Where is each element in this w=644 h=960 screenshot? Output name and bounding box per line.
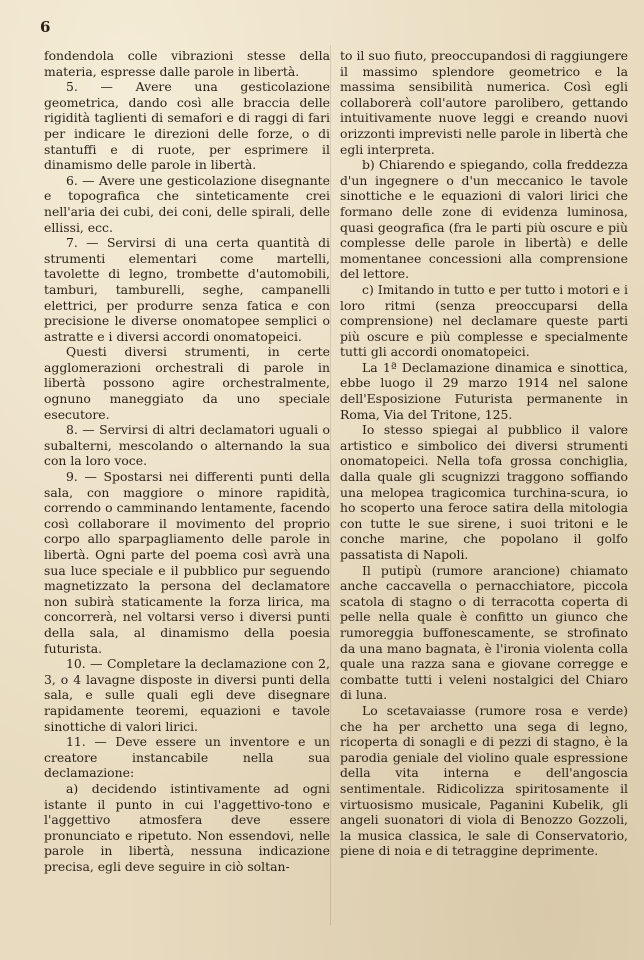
- paragraph: 6. — Avere une gesticolazione disegnante e topografica che sinteticamente crei nell'aria dei cubi, dei coni, delle spirali, delle ellissi, ecc.: [44, 172, 330, 235]
- column-gutter: [330, 45, 331, 925]
- paragraph: Questi diversi strumenti, in certe agglomerazioni orchestrali di parole in libertà possono agire orchestralmente, ognuno maneggiato da uno speciale esecutore.: [44, 344, 330, 422]
- paragraph: 7. — Servirsi di una certa quantità di strumenti elementari come martelli, tavolette di legno, trombette d'automobili, tamburi, tamburelli, seghe, campanelli elettrici, per produrre senza fatica e con precisione le diverse onomatopee semplici o astratte e i diversi accordi onomatopeici.: [44, 235, 330, 344]
- paragraph: a) decidendo istintivamente ad ogni istante il punto in cui l'aggettivo-tono e l'aggettivo atmosfera deve essere pronunciato e ripetuto. Non essendovi, nelle parole in libertà, nessuna indicazione precisa, egli deve seguire in ciò soltan-: [44, 780, 330, 874]
- right-column: [340, 48, 628, 859]
- paragraph: to il suo fiuto, preoccupandosi di raggiungere il massimo splendore geometrico e la massima sensibilità numerica. Così egli collaborerà coll'autore parolibero, gettando intuitivamente nuove leggi e creando nuovi orizzonti imprevisti nelle parole in libertà che egli interpreta.: [340, 48, 628, 157]
- paragraph: La 1ª Declamazione dinamica e sinottica, ebbe luogo il 29 marzo 1914 nel salone dell'Esposizione Futurista permanente in Roma, Via del Tritone, 125.: [340, 359, 628, 422]
- paragraph: Lo scetavaiasse (rumore rosa e verde) che ha per archetto una sega di legno, ricoperta di sonagli e di pezzi di stagno, è la parodia geniale del violino quale espressione della vita interna e dell'angoscia sentimentale. Ridicolizza spiritosamente il virtuosismo musicale, Paganini Kubelik, gli angeli suonatori di viola di Benozzo Gozzoli, la musica classica, le sale di Conservatorio, piene di noia e di tetraggine deprimente.: [340, 702, 628, 859]
- paragraph: 8. — Servirsi di altri declamatori uguali o subalterni, mescolando o alternando la sua con la loro voce.: [44, 422, 330, 469]
- paragraph: b) Chiarendo e spiegando, colla freddezza d'un ingegnere o d'un meccanico le tavole sinottiche e le equazioni di valori lirici che formano delle zone di evidenza luminosa, quasi geografica (fra le parti più oscure e più complesse delle parole in libertà) e delle momentanee concessioni alla comprensione del lettore.: [340, 157, 628, 282]
- paragraph: c) Imitando in tutto e per tutto i motori e i loro ritmi (senza preoccuparsi della comprensione) nel declamare queste parti più oscure e più complesse e specialmente tutti gli accordi onomatopeici.: [340, 281, 628, 360]
- paragraph: 11. — Deve essere un inventore e un creatore instancabile nella sua declamazione:: [44, 734, 330, 781]
- paragraph: fondendola colle vibrazioni stesse della materia, espresse dalle parole in libertà.: [44, 48, 330, 79]
- paragraph: Il putipù (rumore arancione) chiamato anche caccavella o pernacchiatore, piccola scatola di stagno o di terracotta coperta di pelle nella quale è confitto un giunco che rumoreggia buffonescamente, se strofinato da una mano bagnata, è l'ironia violenta colla quale una razza sana e giovane corregge e combatte tutti i veleni nostalgici del Chiaro di luna.: [340, 562, 628, 703]
- paragraph: 9. — Spostarsi nei differenti punti della sala, con maggiore o minore rapidità, correndo o camminando lentamente, facendo così collaborare il movimento del proprio corpo allo sparpagliamento delle parole in libertà. Ogni parte del poema così avrà una sua luce speciale e il pubblico pur seguendo magnetizzato la persona del declamatore non subirà staticamente la forza lirica, ma concorrerà, nel voltarsi verso i diversi punti della sala, al dinamismo della poesia futurista.: [44, 469, 330, 656]
- left-column: [44, 48, 330, 874]
- paragraph: 5. — Avere una gesticolazione geometrica, dando così alle braccia delle rigidità taglienti di semafori e di raggi di fari per indicare le direzioni delle forze, o di stantuffi e di ruote, per esprimere il dinamismo delle parole in libertà.: [44, 79, 330, 173]
- paragraph: Io stesso spiegai al pubblico il valore artistico e simbolico dei diversi strumenti onomatopeici. Nella tofa grossa conchiglia, dalla quale gli scugnizzi traggono soffiando una melopea tragicomica turchina-scura, io ho scoperto una feroce satira della mitologia con tutte le sue sirene, i suoi tritoni e le conche marine, che popolano il golfo passatista di Napoli.: [340, 422, 628, 562]
- page-number: 6: [40, 18, 51, 36]
- paragraph: 10. — Completare la declamazione con 2, 3, o 4 lavagne disposte in diversi punti della sala, e sulle quali egli deve disegnare rapidamente teoremi, equazioni e tavole sinottiche di valori lirici.: [44, 656, 330, 734]
